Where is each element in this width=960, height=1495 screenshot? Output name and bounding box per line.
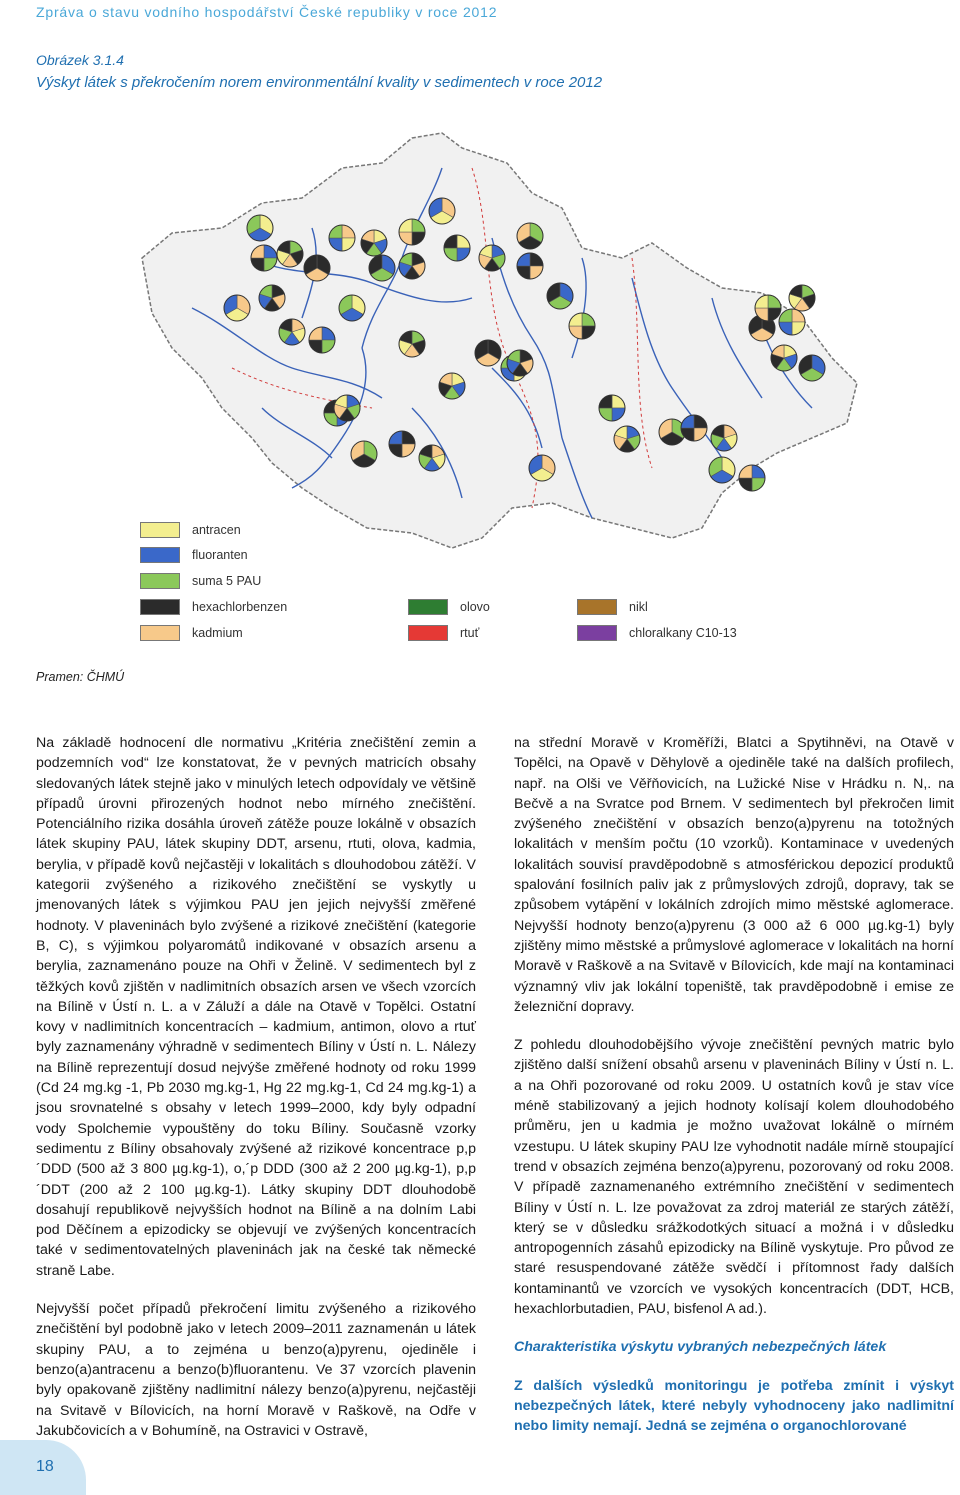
legend-label: nikl [629,600,648,614]
site-marker [277,241,303,267]
legend-label: hexachlorbenzen [192,600,288,614]
site-marker [739,465,765,491]
site-marker [224,295,250,321]
figure-source: Pramen: ČHMÚ [36,670,125,684]
site-marker [247,215,273,241]
legend-swatch [408,625,448,641]
right-paragraph-2: Z pohledu dlouhodobějšího vývoje znečištění pevných matric bylo zjištěno další snížení obsahů arsenu v plaveninách Bíliny v Ústí n. L. a na Ohři pozorované od roku 2009. U ostatních kovů je stav více méně stabilizovaný a jejich hodnoty kolísají kolem dlouhodobého průměru, jen u kadmia je možno uvažovat lokálně o mírném vzestupu. U látek skupiny PAU lze vyhodnotit nadále mírně stoupající trend v obsazích zejména benzo(a)pyrenu, pozorovaný od roku 2008. V případě zaznamenaného extrémního znečištění v sedimentech Bíliny v Ústí n. L. lze považovat za zdroj materiál ze starých zátěží, který se v důsledku srážkodotkých situací a možná i v důsledku antropogenních zásahů epizodicky na Bílině vyskytuje. Pro původ ze staré resuspendované zátěže svědčí i přítomnost řady dalších kontaminantů ve vzorcích ve vysokých koncentracích (DDT, HCB, hexachlorbutadien, PAU, bisfenol A ad.). [514,1037,954,1318]
site-marker [389,431,415,457]
figure-caption: Výskyt látek s překročením norem environmentální kvality v sedimentech v roce 2012 [36,74,603,91]
left-paragraph-1: Na základě hodnocení dle normativu „Kritéria znečištění zemin a podzemních vod“ lze konstatovat, že v pevných matricích obsahy sledovaných látek stejně jako v minulých letech odpovídaly ve většině případů úrovni přirozených hodnot nebo mírného znečištění. Potenciálního rizika dosáhla úroveň zátěže pouze lokálně v obsazích látek skupiny PAU, látek skupiny DDT, arsenu, rtuti, olova, kadmia, berylia, v případě kovů nejčastěji v lokalitách s dlouhodobou zátěží. V kategorii zvýšeného a rizikového znečištění se vyskytly u jmenovaných látek s výjimkou PAU jen jejich nejvyšší změřené hodnoty. V plaveninách bylo zvýšené a rizikové znečištění (kategorie B, C), s výjimkou polyaromátů indikované v obsazích arsenu a berylia, zaznamenáno pouze na Ohři v Želině. V sedimentech byl z těžkých kovů zjištěn v nadlimitních obsazích arsen ve všech vzorcích na Bílině v Ústí n. L. a v Záluží a dále na Otavě v Topělci. Ostatní kovy v nadlimitních koncentracích – kadmium, antimon, olovo a rtuť byly zaznamenány výhradně v sedimentech Bíliny v Ústí n. L. Nálezy na Bílině reprezentují dosud nejvýše změřené hodnoty od roku 1999 (Cd 24 mg.kg -1, Pb 2030 mg.kg-1, Hg 22 mg.kg-1, Cd 24 mg.kg-1) a jsou srovnatelné s obsahy v letech 1999–2000, kdy byly odpadní vody Spolchemie vypouštěny do toku Bíliny. Současně vzorky sedimentu z Bíliny obsahovaly zvýšené až rizikové koncentrace p,p´DDD (500 až 3 800 µg.kg-1), o,´p DDD (300 až 2 200 µg.kg-1), p,p´DDT (200 až 2 100 µg.kg-1). Látky skupiny DDT dlouhodobě dosahují republikově nejvyšších hodnot na Bílině a na dolním Labi pod Děčínem a epizodicky se objevují ve zvýšených koncentracích také v sedimentovatelných plaveninách jak na české tak německé straně Labe. [36,735,476,1279]
legend-label: chloralkany C10-13 [629,626,737,640]
site-marker [351,441,377,467]
site-marker [659,419,685,445]
legend-swatch [140,599,180,615]
site-marker [399,219,425,245]
site-marker [444,235,470,261]
legend-swatch [408,599,448,615]
legend-label: antracen [192,523,241,537]
site-marker [334,395,360,421]
site-marker [711,425,737,451]
site-marker [439,373,465,399]
section-heading: Charakteristika výskytu vybraných nebezpečných látek [514,1339,887,1356]
site-marker [259,285,285,311]
legend-swatch [140,573,180,589]
legend-swatch [140,625,180,641]
site-marker [789,285,815,311]
site-marker [279,319,305,345]
right-text-column [514,733,954,1455]
site-marker [475,340,501,366]
site-marker [517,253,543,279]
site-marker [517,223,543,249]
site-marker [547,283,573,309]
right-paragraph-3: Z dalších výsledků monitoringu je potřeba zmínit i výskyt nebezpečných látek, které nebyly vyhodnoceny jako nadlimitní nebo limity nemají. Jedná se zejména o organochlorované [514,1377,954,1435]
site-marker [599,395,625,421]
site-marker [369,255,395,281]
report-header-title: Zpráva o stavu vodního hospodářství České republiky v roce 2012 [36,4,498,20]
site-marker [681,415,707,441]
figure-number: Obrázek 3.1.4 [36,52,124,68]
site-marker [507,350,533,376]
legend-label: olovo [460,600,490,614]
site-marker [779,309,805,335]
legend-label: suma 5 PAU [192,574,262,588]
legend-swatch [140,547,180,563]
legend-label: fluoranten [192,548,248,562]
site-marker [399,253,425,279]
site-marker [569,313,595,339]
legend-swatch [577,625,617,641]
site-marker [429,198,455,224]
site-marker [339,295,365,321]
legend-label: kadmium [192,626,243,640]
site-marker [614,426,640,452]
site-marker [709,457,735,483]
right-paragraph-1: na střední Moravě v Kroměříži, Blatci a Spytihněvi, na Otavě v Topělci, na Opavě v Děhylově a ojediněle také na dalších profilech, např. na Olši ve Věřňovicích, na Lužické Nise v Hrádku n. N,. na Bečvě a na Svratce pod Brnem. V sedimentech byl překročen limit zvýšeného znečištění v obsazích benzo(a)pyrenu na totožných lokalitách v menším počtu (10 vzorků). Kontaminace v uvedených lokalitách souvisí pravděpodobně s atmosférickou depozicí produktů spalování fosilních paliv jak z průmyslových zdrojů, dopravy, tak se způsobem vytápění v lokálních zdrojích mimo městské aglomerace. Nejvyšší hodnoty benzo(a)pyrenu (3 000 až 6 000 µg.kg-1) byly zjištěny mimo městské a průmyslové aglomerace v lokalitách na horní Moravě v Raškově a na Svitavě v Bílovicích, kde mají na kontaminaci významný vliv jak lokální topeniště, tak pravděpodobně i emise ze železniční dopravy. [514,735,954,1015]
site-marker [361,230,387,256]
left-text-column [36,733,476,1459]
site-marker [329,225,355,251]
page-number: 18 [36,1458,54,1475]
site-marker [419,445,445,471]
site-marker [755,295,781,321]
legend-swatch [140,522,180,538]
site-marker [529,455,555,481]
site-marker [399,331,425,357]
site-marker [251,245,277,271]
legend-swatch [577,599,617,615]
site-marker [479,245,505,271]
left-paragraph-2: Nejvyšší počet případů překročení limitu zvýšeného a rizikového znečištění byl podobně jako v letech 2009–2011 zaznamenán u látek skupiny PAU, a to zejména u benzo(a)pyrenu, ojediněle i benzo(a)antracenu a benzo(b)fluorantenu. Ve 37 vzorcích plavenin byly opakovaně zjištěny nadlimitní nálezy benzo(a)pyrenu, nejčastěji na Svitavě v Bílovicích, na horní Moravě v Raškově, na Odře v Jakubčovicích a v Bohumíně, na Ostravici v Ostravě, [36,1301,476,1439]
legend-label: rtuť [460,626,480,640]
site-marker [304,255,330,281]
site-marker [799,355,825,381]
site-marker [771,345,797,371]
site-marker [309,327,335,353]
map-legend [140,522,760,652]
